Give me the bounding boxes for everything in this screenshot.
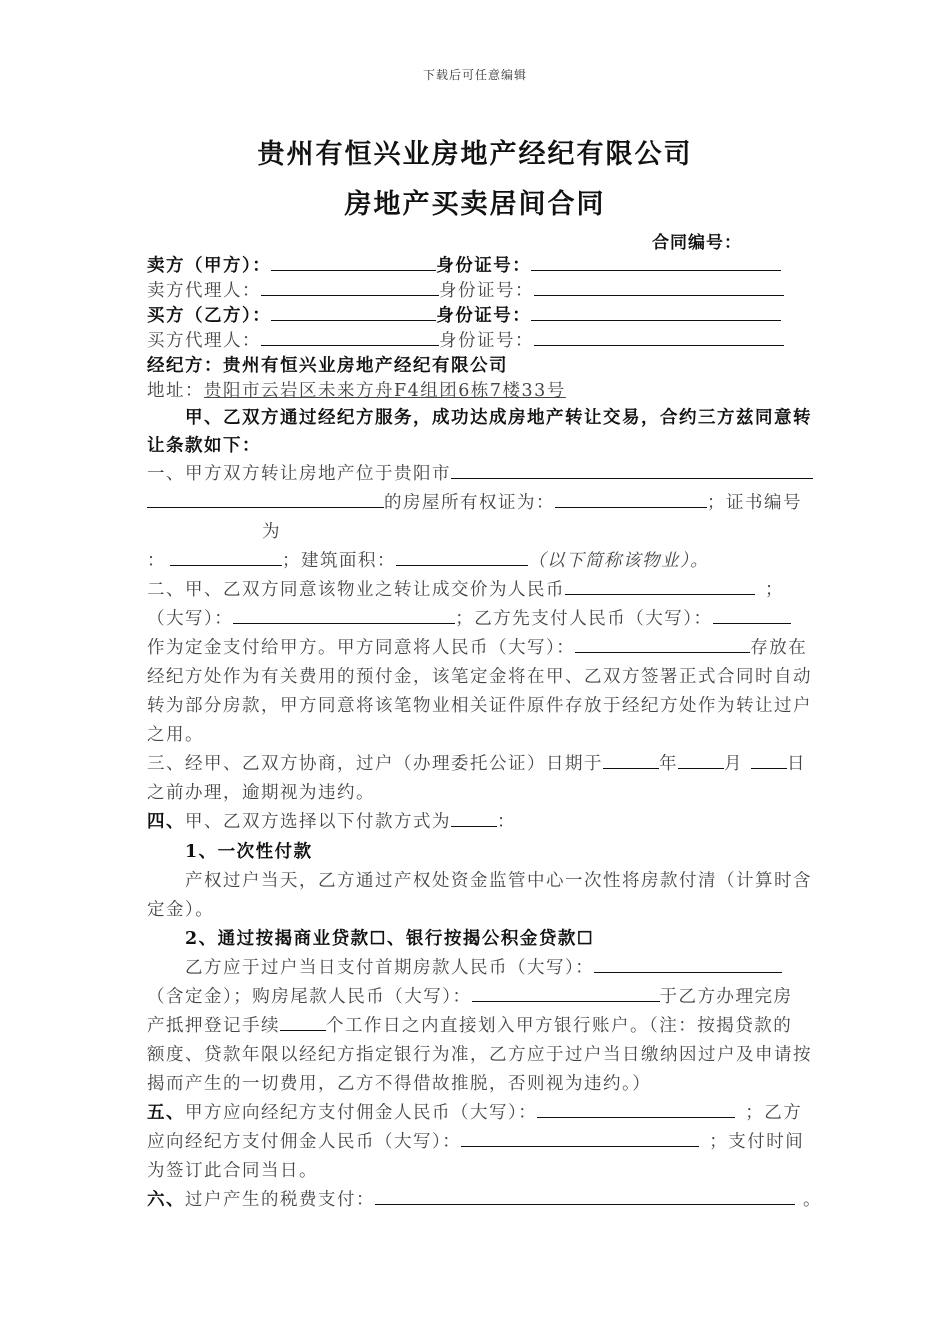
- buyer-agent-blank[interactable]: [261, 328, 439, 346]
- payment-option-2-line-4: 额度、贷款年限以经纪方指定银行为准，乙方应于过户当日缴纳因过户及申请按: [147, 1045, 812, 1065]
- opt2-text-l3b: 个工作日之内直接划入甲方银行账户。（注：按揭贷款的: [326, 1016, 793, 1036]
- price-blank[interactable]: [565, 577, 755, 595]
- seller-agent-row: [147, 277, 784, 302]
- clause3-text-a: 三、经甲、乙双方协商，过户（办理委托公证）日期于: [147, 754, 603, 774]
- ownership-cert-blank[interactable]: [555, 490, 707, 508]
- clause2-text-d: 作为定金支付给甲方。甲方同意将人民币（大写）：: [147, 638, 576, 658]
- opt2-text-l1: 乙方应于过户当日支付首期房款人民币（大写）：: [185, 958, 595, 978]
- header-note: 下载后可任意编辑: [422, 68, 527, 82]
- clause2-line-6: 之用。: [147, 725, 204, 745]
- cert-number-blank[interactable]: [170, 548, 282, 566]
- seller-agent-blank[interactable]: [261, 278, 439, 296]
- seller-name-blank[interactable]: [271, 253, 436, 271]
- working-days-blank[interactable]: [280, 1013, 326, 1031]
- payment-option-2-line-3: [147, 1012, 792, 1037]
- clause6-text-a: 过户产生的税费支付：: [185, 1190, 375, 1210]
- clause4-text-a-end: ：: [497, 812, 516, 832]
- buyer-agent-id-label: 身份证号：: [439, 331, 534, 351]
- clause2-line-5: 转为部分房款，甲方同意将该笔物业相关证件原件存放于经纪方处作为转让过户: [147, 696, 812, 716]
- clause1-line-4: [147, 547, 709, 572]
- payment-option-2-title: 2、通过按揭商业贷款☐、银行按揭公积金贷款☐: [185, 929, 595, 949]
- buyer-row: [147, 302, 781, 327]
- buyer-id-blank[interactable]: [531, 303, 781, 321]
- clause1-text-f: ；建筑面积：: [282, 551, 396, 571]
- clause1-line-3: 为: [262, 522, 281, 542]
- opt2-text-l2a: （含定金）；购房尾款人民币（大写）：: [147, 987, 472, 1007]
- payment-option-1-line-2: 定金）。: [147, 900, 215, 920]
- property-location-blank-2[interactable]: [147, 490, 384, 508]
- address-row: [147, 377, 566, 402]
- down-payment-blank[interactable]: [594, 955, 782, 973]
- clause1-text-b: 的房屋所有权证为：: [384, 493, 555, 513]
- month-label: 月: [724, 754, 743, 774]
- clause2-line-2: [147, 605, 791, 630]
- intro-line-1: 甲、乙双方通过经纪方服务，成功达成房地产转让交易，合约三方兹同意转: [185, 408, 812, 428]
- buyer-id-label: 身份证号：: [436, 306, 532, 326]
- buyer-name-blank[interactable]: [271, 303, 436, 321]
- seller-label: 卖方（甲方）：: [147, 256, 272, 276]
- buyer-agent-row: [147, 327, 784, 352]
- clause6-line-1: [147, 1186, 822, 1211]
- clause5-text-b: 应向经纪方支付佣金人民币（大写）：: [147, 1132, 462, 1152]
- seller-agent-label: 卖方代理人：: [147, 281, 261, 301]
- clause2-text-a-end: ；: [765, 580, 784, 600]
- contract-number-label: 合同编号：: [652, 233, 742, 253]
- seller-commission-blank[interactable]: [537, 1100, 735, 1118]
- buyer-agent-id-blank[interactable]: [534, 328, 784, 346]
- prepayment-words-blank[interactable]: [575, 635, 750, 653]
- clause1-line-2: [147, 489, 802, 514]
- day-label: 日: [787, 754, 806, 774]
- document-title: 房地产买卖居间合同: [344, 189, 606, 220]
- clause5-text-b-end: ；支付时间: [709, 1132, 805, 1152]
- address-label: 地址：: [147, 381, 204, 401]
- seller-row: [147, 252, 781, 277]
- clause1-text-c: ；证书编号: [707, 493, 802, 513]
- price-words-blank[interactable]: [233, 606, 455, 624]
- seller-id-label: 身份证号：: [436, 256, 532, 276]
- clause2-line-1: [147, 576, 784, 601]
- clause4-head: 四、: [147, 812, 185, 832]
- transfer-year-blank[interactable]: [603, 751, 659, 769]
- transfer-day-blank[interactable]: [751, 751, 787, 769]
- clause4-text-a: 甲、乙双方选择以下付款方式为: [185, 812, 451, 832]
- clause5-text-a-end: ；乙方: [745, 1103, 803, 1123]
- company-title: 贵州有恒兴业房地产经纪有限公司: [257, 139, 693, 170]
- payment-option-1-title: 1、一次性付款: [185, 842, 313, 862]
- clause5-text-a: 甲方应向经纪方支付佣金人民币（大写）：: [185, 1103, 538, 1123]
- address-value: 贵阳市云岩区未来方舟F4组团6栋7楼33号: [204, 381, 566, 401]
- clause3-line-2: 之前办理，逾期视为违约。: [147, 783, 375, 803]
- year-label: 年: [659, 754, 678, 774]
- building-area-blank[interactable]: [396, 548, 528, 566]
- opt2-text-l2b: 于乙方办理完房: [659, 987, 793, 1007]
- clause3-line-1: [147, 750, 806, 775]
- clause4-line-1: [147, 808, 516, 833]
- clause5-line-2: [147, 1128, 804, 1153]
- payment-option-2-line-5: 揭而产生的一切费用，乙方不得借故推脱，否则视为违约。）: [147, 1074, 652, 1094]
- clause6-head: 六、: [147, 1190, 185, 1210]
- buyer-label: 买方（乙方）：: [147, 306, 272, 326]
- property-location-blank[interactable]: [451, 461, 813, 479]
- clause1-text-g: （以下简称该物业）。: [528, 551, 710, 571]
- clause5-line-3: 为签订此合同当日。: [147, 1161, 318, 1181]
- buyer-commission-blank[interactable]: [461, 1129, 699, 1147]
- seller-agent-id-label: 身份证号：: [439, 281, 534, 301]
- seller-id-blank[interactable]: [531, 253, 781, 271]
- payment-option-2-line-2: [147, 983, 793, 1008]
- clause2-text-b: （大写）：: [147, 609, 234, 629]
- payment-method-blank[interactable]: [451, 809, 497, 827]
- clause5-line-1: [147, 1099, 802, 1124]
- clause2-line-3: [147, 634, 807, 659]
- clause2-text-d-end: 存放在: [750, 638, 808, 658]
- clause2-text-a: 二、甲、乙双方同意该物业之转让成交价为人民币: [147, 580, 565, 600]
- broker-row: 经纪方：贵州有恒兴业房地产经纪有限公司: [147, 356, 508, 376]
- payment-option-2-line-1: [185, 954, 782, 979]
- clause2-line-4: 经纪方处作为有关费用的预付金，该笔定金将在甲、乙双方签署正式合同时自动: [147, 667, 812, 687]
- clause1-line-1: [147, 460, 813, 485]
- clause2-text-c: ；乙方先支付人民币（大写）：: [455, 609, 713, 629]
- transfer-month-blank[interactable]: [678, 751, 724, 769]
- final-payment-blank[interactable]: [472, 984, 660, 1002]
- deposit-words-blank[interactable]: [713, 606, 791, 624]
- clause1-text-a: 一、甲方双方转让房地产位于贵阳市: [147, 464, 451, 484]
- clause6-text-end: 。: [803, 1190, 822, 1210]
- clause5-head: 五、: [147, 1103, 185, 1123]
- seller-agent-id-blank[interactable]: [534, 278, 784, 296]
- payment-option-1-line-1: 产权过户当天，乙方通过产权处资金监管中心一次性将房款付清（计算时含: [185, 871, 812, 891]
- tax-payment-blank[interactable]: [375, 1187, 795, 1205]
- intro-line-2: 让条款如下：: [147, 436, 261, 456]
- clause1-text-e: ：: [147, 551, 166, 571]
- opt2-text-l3a: 产抵押登记手续: [147, 1016, 280, 1036]
- buyer-agent-label: 买方代理人：: [147, 331, 261, 351]
